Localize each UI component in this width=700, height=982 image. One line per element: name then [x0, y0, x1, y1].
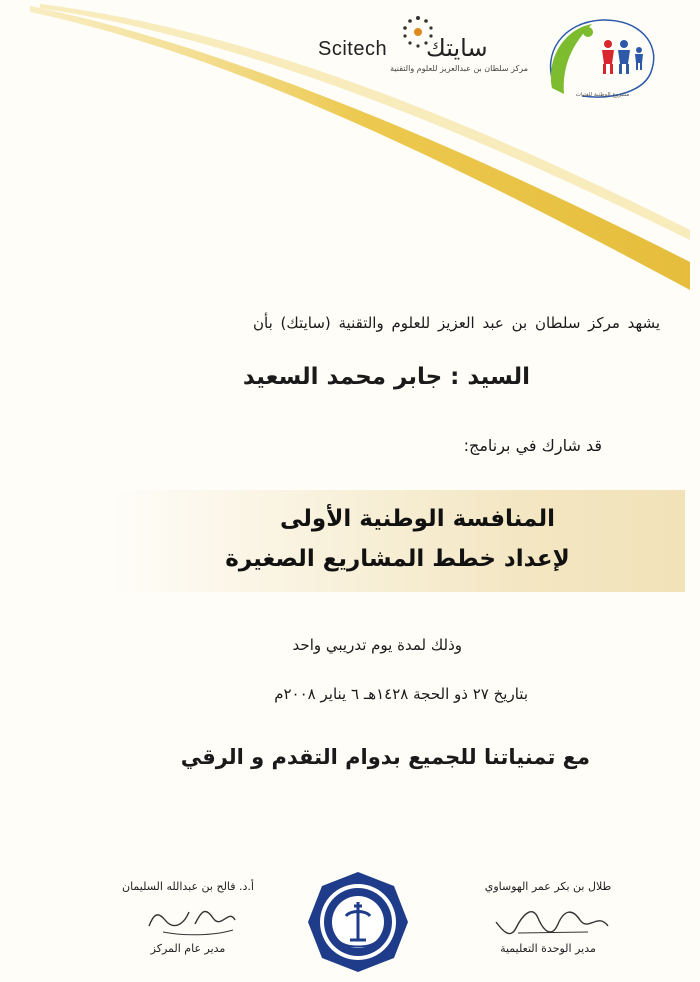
scitech-logo	[318, 14, 538, 84]
university-seal-logo	[306, 870, 410, 974]
signature-block-right	[448, 880, 648, 960]
scitech-arabic-wordmark: سايتك	[426, 34, 488, 62]
handwritten-signature-left	[143, 902, 243, 938]
date-text: بتاريخ ٢٧ ذو الحجة ١٤٢٨هـ ٦ يناير ٢٠٠٨م	[274, 685, 528, 703]
duration-text: وذلك لمدة يوم تدريبي واحد	[292, 636, 462, 654]
signatory-title-left: مدير عام المركز	[150, 942, 226, 955]
handwritten-signature-right	[488, 902, 618, 938]
signatory-name-left: أ.د. فالح بن عبدالله السليمان	[121, 880, 254, 893]
program-title-line2: لإعداد خطط المشاريع الصغيرة	[225, 546, 570, 572]
partner-caption: مشروع الوطنية للفتيات	[575, 92, 630, 98]
recipient-name: السيد : جابر محمد السعيد	[242, 364, 530, 390]
scitech-latin-wordmark: Scitech	[318, 38, 388, 60]
signatory-title-right: مدير الوحدة التعليمية	[500, 942, 596, 955]
signature-block-left	[88, 880, 288, 960]
program-title-line1: المنافسة الوطنية الأولى	[280, 506, 555, 532]
signatory-name-right: طلال بن بكر عمر الهوساوي	[484, 880, 612, 893]
program-title-band	[110, 490, 685, 592]
scitech-subtitle: مركز سلطان بن عبدالعزيز للعلوم والتقنية	[390, 64, 528, 73]
intro-text: يشهد مركز سلطان بن عبد العزيز للعلوم والتقنية (سايتك) بأن	[253, 314, 660, 332]
kids-program-logo	[542, 14, 662, 104]
participation-text: قد شارك في برنامج:	[463, 436, 602, 455]
wishes-text: مع تمنياتنا للجميع بدوام التقدم و الرقي	[180, 745, 590, 769]
